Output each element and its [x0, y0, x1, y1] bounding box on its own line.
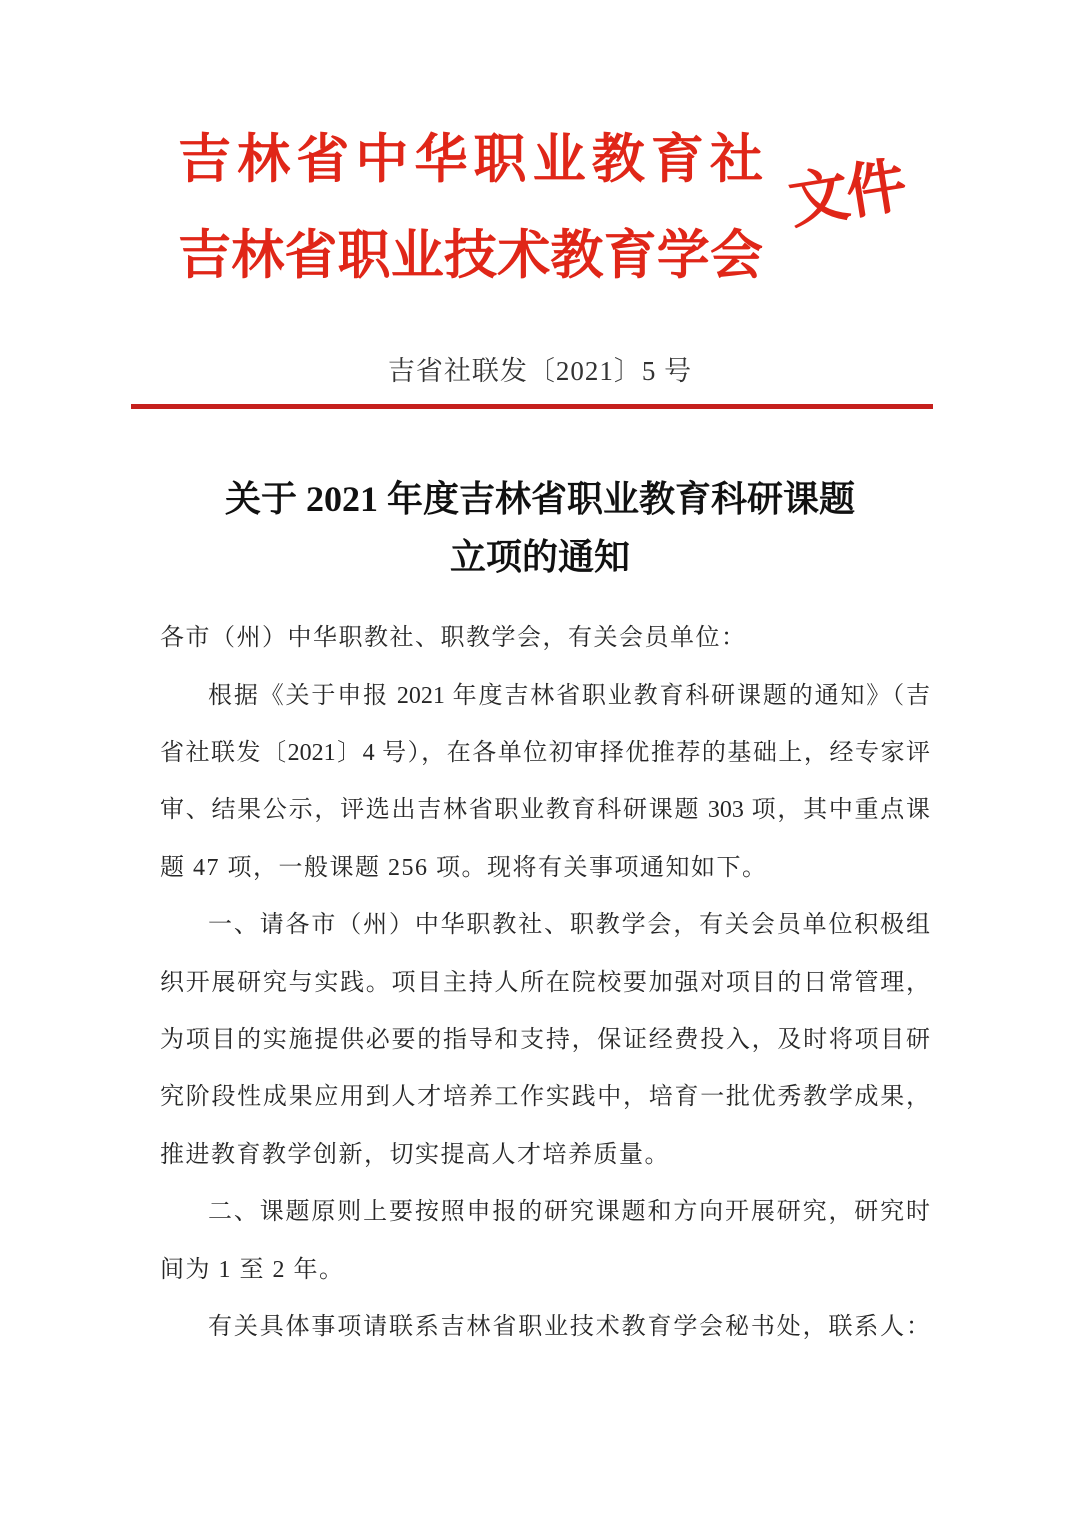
- body-line: 根据《关于申报 2021 年度吉林省职业教育科研课题的通知》（吉: [208, 682, 930, 709]
- issuing-organizations: [178, 112, 763, 304]
- body-line: 题 47 项，一般课题 256 项。现将有关事项通知如下。: [160, 854, 768, 881]
- org-name-line-1: 吉林省中华职业教育社: [178, 131, 763, 189]
- org-name-line-2: 吉林省职业技术教育学会: [178, 227, 763, 285]
- document-title-line-2: 立项的通知: [449, 537, 630, 577]
- body-line: 推进教育教学创新，切实提高人才培养质量。: [160, 1141, 670, 1168]
- body-line: 究阶段性成果应用到人才培养工作实践中，培育一批优秀教学成果，: [160, 1084, 930, 1111]
- document-body: [160, 610, 930, 1356]
- body-line: 为项目的实施提供必要的指导和支持，保证经费投入，及时将项目研: [160, 1026, 930, 1053]
- body-line: 省社联发〔2021〕4 号），在各单位初审择优推荐的基础上，经专家评: [160, 739, 930, 766]
- body-line: 有关具体事项请联系吉林省职业技术教育学会秘书处，联系人：: [208, 1313, 930, 1340]
- body-line: 织开展研究与实践。项目主持人所在院校要加强对项目的日常管理，: [160, 969, 930, 996]
- document-title-line-1: 关于 2021 年度吉林省职业教育科研课题: [224, 479, 855, 519]
- file-stamp-word: 文件: [784, 152, 910, 236]
- letterhead: [0, 0, 1080, 304]
- red-divider-rule: [131, 404, 933, 409]
- body-line: 间为 1 至 2 年。: [160, 1256, 345, 1283]
- body-line: 各市（州）中华职教社、职教学会，有关会员单位：: [160, 625, 747, 652]
- document-title: [0, 470, 1080, 586]
- body-line: 一、请各市（州）中华职教社、职教学会，有关会员单位积极组: [208, 912, 930, 939]
- body-line: 审、结果公示，评选出吉林省职业教育科研课题 303 项，其中重点课: [160, 797, 930, 824]
- body-line: 二、课题原则上要按照申报的研究课题和方向开展研究，研究时: [208, 1199, 930, 1226]
- document-number: 吉省社联发〔2021〕5 号: [387, 356, 693, 386]
